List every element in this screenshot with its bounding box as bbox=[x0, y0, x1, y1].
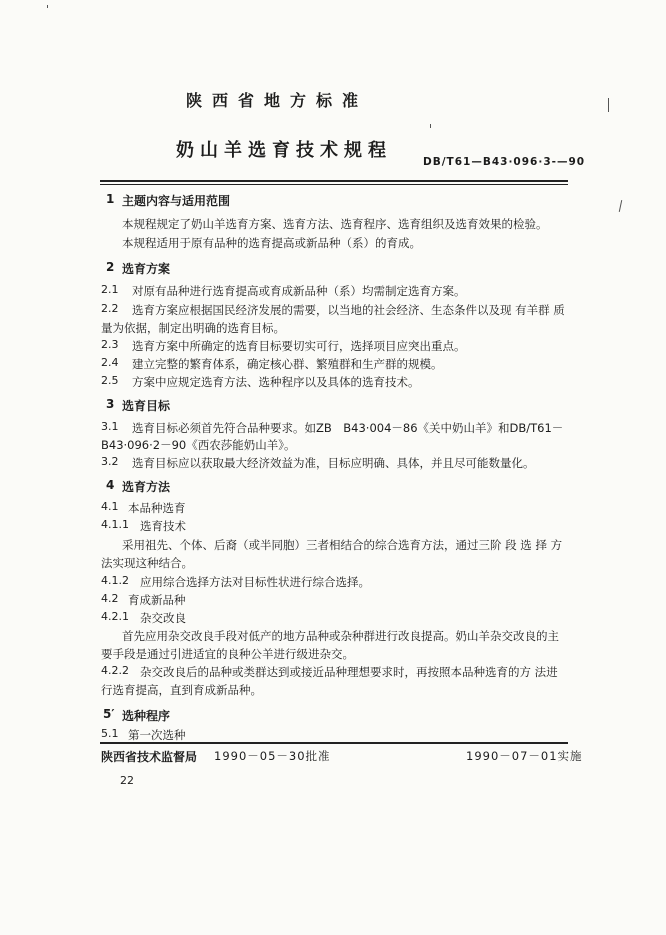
section-1-paragraph-1: 本规程规定了奶山羊选育方案、选育方法、选育程序、选育组织及选育效果的检验。 bbox=[122, 217, 548, 231]
section-3-number: 3 bbox=[106, 397, 115, 411]
clause-number: 2.1 bbox=[101, 283, 119, 296]
clause-text: 选育目标必须首先符合品种要求。如ZB B43·004－86《关中奶山羊》和DB/T61－ bbox=[132, 421, 564, 435]
clause-number: 4.1.2 bbox=[101, 574, 129, 587]
clause-number: 3.1 bbox=[101, 420, 119, 433]
clause-text: 应用综合选择方法对目标性状进行综合选择。 bbox=[140, 575, 370, 589]
standard-header: 陕西省地方标准 bbox=[186, 91, 369, 110]
clause-number: 2.2 bbox=[101, 302, 119, 315]
section-4-title: 选育方法 bbox=[122, 480, 171, 494]
clause-number: 4.1 bbox=[101, 500, 119, 513]
section-1-title: 主题内容与适用范围 bbox=[122, 194, 231, 208]
paragraph-text-continued: 要手段是通过引进适宜的良种公羊进行级进杂交。 bbox=[101, 647, 354, 661]
scan-speck bbox=[608, 98, 609, 112]
clause-number: 4.1.1 bbox=[101, 518, 129, 531]
section-5-title: 选种程序 bbox=[122, 709, 171, 723]
issuing-authority: 陕西省技术监督局 bbox=[101, 750, 198, 764]
clause-text: 本品种选育 bbox=[128, 501, 186, 515]
clause-text: 第一次选种 bbox=[128, 728, 186, 742]
top-rule bbox=[100, 180, 568, 182]
effective-date: 1990－07－01实施 bbox=[466, 749, 583, 763]
clause-number: 4.2.2 bbox=[101, 664, 129, 677]
top-rule-thin bbox=[100, 184, 568, 185]
clause-text: 选育方案应根据国民经济发展的需要，以当地的社会经济、生态条件以及现 有羊群 质 bbox=[132, 303, 565, 317]
paragraph-text-continued: 法实现这种结合。 bbox=[101, 556, 193, 570]
clause-number: 5.1 bbox=[101, 727, 119, 740]
approval-date: 1990－05－30批准 bbox=[214, 749, 331, 763]
clause-text: 建立完整的繁育体系，确定核心群、繁殖群和生产群的规模。 bbox=[132, 357, 443, 371]
scan-speck bbox=[430, 124, 431, 128]
paragraph-text: 采用祖先、个体、后裔（或半同胞）三者相结合的综合选育方法，通过三阶 段 选 择 方 bbox=[122, 538, 563, 552]
section-2-title: 选育方案 bbox=[122, 262, 171, 276]
section-1-paragraph-2: 本规程适用于原有品种的选育提高或新品种（系）的育成。 bbox=[122, 236, 421, 250]
section-3-title: 选育目标 bbox=[122, 399, 171, 413]
clause-text: 杂交改良后的品种或类群达到或接近品种理想要求时，再按照本品种选育的方 法进 bbox=[140, 665, 558, 679]
clause-text: 杂交改良 bbox=[140, 611, 186, 625]
clause-text: 选育方案中所确定的选育目标要切实可行，选择项目应突出重点。 bbox=[132, 339, 466, 353]
clause-number: 2.3 bbox=[101, 338, 119, 351]
clause-text-continued: B43·096·2－90《西农莎能奶山羊》。 bbox=[101, 438, 296, 452]
clause-number: 2.4 bbox=[101, 356, 119, 369]
clause-text: 育成新品种 bbox=[128, 593, 186, 607]
paragraph-text: 首先应用杂交改良手段对低产的地方品种或杂种群进行改良提高。奶山羊杂交改良的主 bbox=[122, 629, 559, 643]
scan-speck bbox=[619, 200, 622, 212]
section-5-number: 5′ bbox=[103, 707, 115, 721]
clause-text: 对原有品种进行选育提高或育成新品种（系）均需制定选育方案。 bbox=[132, 284, 466, 298]
clause-text-continued: 行选育提高，直到育成新品种。 bbox=[101, 683, 262, 697]
clause-text-continued: 量为依据，制定出明确的选育目标。 bbox=[101, 321, 285, 335]
clause-number: 4.2.1 bbox=[101, 610, 129, 623]
section-4-number: 4 bbox=[106, 478, 115, 492]
section-2-number: 2 bbox=[106, 260, 115, 274]
clause-number: 2.5 bbox=[101, 374, 119, 387]
standard-code: DB/T61—B43·096·3-—90 bbox=[423, 156, 586, 168]
clause-text: 选育目标应以获取最大经济效益为准，目标应明确、具体，并且尽可能数量化。 bbox=[132, 456, 535, 470]
clause-number: 3.2 bbox=[101, 455, 119, 468]
scan-speck bbox=[47, 5, 48, 8]
clause-text: 选育技术 bbox=[140, 519, 186, 533]
page-number: 22 bbox=[120, 774, 134, 787]
document-title: 奶山羊选育技术规程 bbox=[176, 140, 392, 161]
clause-text: 方案中应规定选育方法、选种程序以及具体的选育技术。 bbox=[132, 375, 420, 389]
footer-rule bbox=[100, 742, 568, 744]
section-1-number: 1 bbox=[106, 192, 115, 206]
clause-number: 4.2 bbox=[101, 592, 119, 605]
